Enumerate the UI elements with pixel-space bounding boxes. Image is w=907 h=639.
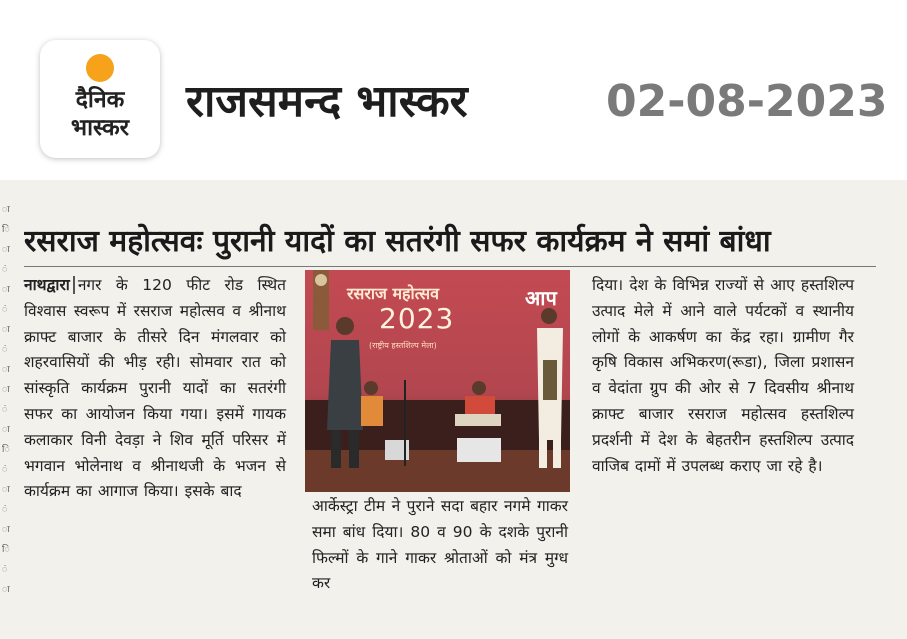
edge-fragment: ा: [2, 385, 10, 395]
article-headline: रसराज महोत्सवः पुरानी यादों का सतरंगी सफर कार्यक्रम ने समां बांधा: [24, 224, 771, 259]
newspaper-header: [0, 0, 907, 180]
logo-line-1: दैनिक: [75, 87, 125, 113]
edge-fragment: ं: [2, 465, 8, 475]
article-column-3: दिया। देश के विभिन्न राज्यों से आए हस्तशिल्प उत्पाद मेले में आने वाले पर्यटकों व स्थानीय लोगों के आकर्षण का केंद्र रहा। ग्रामीण गैर कृषि विकास अभिकरण(रूडा), जिला प्रशासन व वेदांता ग्रुप की ओर से 7 दिवसीय श्रीनाथ क्राफ्ट बाजार रसराज महोत्सव हस्तशिल्प प्रदर्शनी में देश के बेहतरीन हस्तशिल्प उत्पाद वाजिब दामों में उपलब्ध कराए जा रहे है।: [592, 276, 854, 475]
edge-fragment: ि: [2, 225, 10, 235]
dainik-bhaskar-logo: [40, 40, 160, 158]
edge-fragment: ि: [2, 445, 10, 455]
edge-fragment: ा: [2, 325, 10, 335]
edge-fragment: ा: [2, 525, 10, 535]
event-photo: [305, 270, 570, 492]
headline-divider: [24, 266, 876, 267]
edge-fragment: ं: [2, 305, 8, 315]
article-column-2: आर्केस्ट्रा टीम ने पुराने सदा बहार नगमे गाकर समा बांध दिया। 80 व 90 के दशके पुरानी फिल्मों के गाने गाकर श्रोताओं को मंत्र मुग्ध कर: [312, 497, 568, 593]
edge-fragment: ा: [2, 485, 10, 495]
edge-fragment: ं: [2, 505, 8, 515]
article-column-1-text: नगर के 120 फीट रोड स्थित विश्वास स्वरूप में रसराज महोत्सव व श्रीनाथ क्राफ्ट बाजार के तीसरे दिन मंगलवार को शहरवासियों की भीड़ रही। सोमवार रात को सांस्कृति कार्यक्रम पुरानी यादों का सतरंगी सफर का आयोजन किया गया। इसमें गायक कलाकार विनी देवड़ा ने शिव मूर्ति परिसर में भगवान भोलेनाथ व श्रीनाथजी के भजन से कार्यक्रम का आगाज किया। इसके बाद: [24, 276, 286, 501]
edge-fragment: ा: [2, 425, 10, 435]
edge-fragment: ं: [2, 265, 8, 275]
edge-fragment: ा: [2, 365, 10, 375]
edge-fragment: ा: [2, 585, 10, 595]
edge-fragment: ा: [2, 245, 10, 255]
sun-icon: [86, 54, 114, 82]
edition-date: 02-08-2023: [606, 76, 888, 127]
banner-subtitle: (राष्ट्रीय हस्तशिल्प मेला): [369, 341, 437, 350]
edge-fragment: ि: [2, 545, 10, 555]
edge-fragment: ं: [2, 345, 8, 355]
banner-year: 2023: [379, 302, 455, 335]
article-column-1: [24, 273, 286, 613]
edge-fragment: ं: [2, 565, 8, 575]
article-dateline: नाथद्वारा: [24, 276, 75, 294]
edge-fragment: ं: [2, 405, 8, 415]
edge-fragment: ा: [2, 285, 10, 295]
cut-off-column-edge: [2, 200, 10, 600]
logo-line-2: भास्कर: [70, 115, 130, 141]
banner-partial-text: आप: [525, 286, 557, 310]
edition-name: राजसमन्द भास्कर: [186, 76, 468, 127]
banner-title: रसराज महोत्सव: [347, 284, 439, 303]
edge-fragment: ा: [2, 205, 10, 215]
